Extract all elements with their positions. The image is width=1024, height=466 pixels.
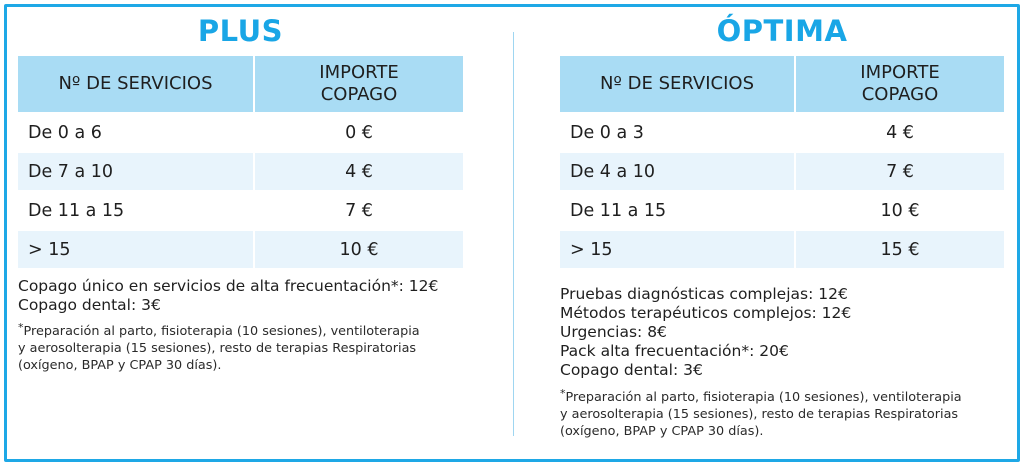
footnote-asterisk: * — [18, 321, 24, 334]
table-row — [560, 229, 1004, 268]
plus-footnote-line: Preparación al parto, fisioterapia (10 sesiones), ventiloterapia — [23, 324, 420, 339]
plus-header-services: Nº DE SERVICIOS — [18, 56, 255, 112]
plus-header-amount-line2: COPAGO — [320, 84, 398, 105]
optima-footnote-line: (oxígeno, BPAP y CPAP 30 días). — [560, 424, 764, 439]
optima-note-line: Urgencias: 8€ — [560, 323, 667, 341]
optima-note-line: Métodos terapéuticos complejos: 12€ — [560, 304, 852, 322]
optima-note-line: Pack alta frecuentación*: 20€ — [560, 342, 789, 360]
table-row — [18, 151, 463, 190]
plus-notes — [18, 277, 498, 315]
optima-header-services: Nº DE SERVICIOS — [560, 56, 796, 112]
row-range: De 7 a 10 — [18, 151, 255, 190]
footnote-asterisk: * — [560, 387, 566, 400]
row-amount: 10 € — [796, 190, 1004, 229]
row-amount: 7 € — [255, 190, 463, 229]
optima-table — [560, 56, 1004, 268]
plus-header-amount-line1: IMPORTE — [319, 62, 399, 83]
optima-note-line: Copago dental: 3€ — [560, 361, 703, 379]
row-amount: 4 € — [255, 151, 463, 190]
row-range: De 11 a 15 — [560, 190, 796, 229]
optima-title: ÓPTIMA — [716, 14, 848, 48]
row-amount: 0 € — [255, 112, 463, 151]
plus-footnote-line: y aerosolterapia (15 sesiones), resto de terapias Respiratorias — [18, 341, 417, 356]
row-range: De 0 a 6 — [18, 112, 255, 151]
optima-header-amount-line1: IMPORTE — [860, 62, 940, 83]
row-range: > 15 — [560, 229, 796, 268]
table-row — [18, 229, 463, 268]
optima-note-line: Pruebas diagnósticas complejas: 12€ — [560, 285, 848, 303]
optima-notes — [560, 285, 1000, 380]
plus-table — [18, 56, 463, 268]
optima-header-amount-line2: COPAGO — [861, 84, 939, 105]
optima-table-header — [560, 56, 1004, 112]
table-row — [18, 190, 463, 229]
plus-header-amount — [255, 56, 463, 112]
row-range: De 0 a 3 — [560, 112, 796, 151]
plus-note-line: Copago único en servicios de alta frecuentación*: 12€ — [18, 277, 439, 295]
row-range: > 15 — [18, 229, 255, 268]
table-row — [560, 112, 1004, 151]
plus-footnote — [18, 323, 488, 374]
optima-header-amount — [796, 56, 1004, 112]
row-amount: 7 € — [796, 151, 1004, 190]
table-row — [560, 190, 1004, 229]
plus-title: PLUS — [197, 14, 284, 48]
plus-note-line: Copago dental: 3€ — [18, 296, 161, 314]
plus-table-header — [18, 56, 463, 112]
row-range: De 4 a 10 — [560, 151, 796, 190]
column-divider — [513, 32, 514, 436]
table-row — [18, 112, 463, 151]
optima-footnote-line: Preparación al parto, fisioterapia (10 sesiones), ventiloterapia — [565, 390, 962, 405]
row-amount: 4 € — [796, 112, 1004, 151]
optima-footnote — [560, 389, 1005, 440]
optima-footnote-line: y aerosolterapia (15 sesiones), resto de terapias Respiratorias — [560, 407, 959, 422]
row-amount: 10 € — [255, 229, 463, 268]
table-row — [560, 151, 1004, 190]
row-amount: 15 € — [796, 229, 1004, 268]
row-range: De 11 a 15 — [18, 190, 255, 229]
plus-footnote-line: (oxígeno, BPAP y CPAP 30 días). — [18, 358, 222, 373]
